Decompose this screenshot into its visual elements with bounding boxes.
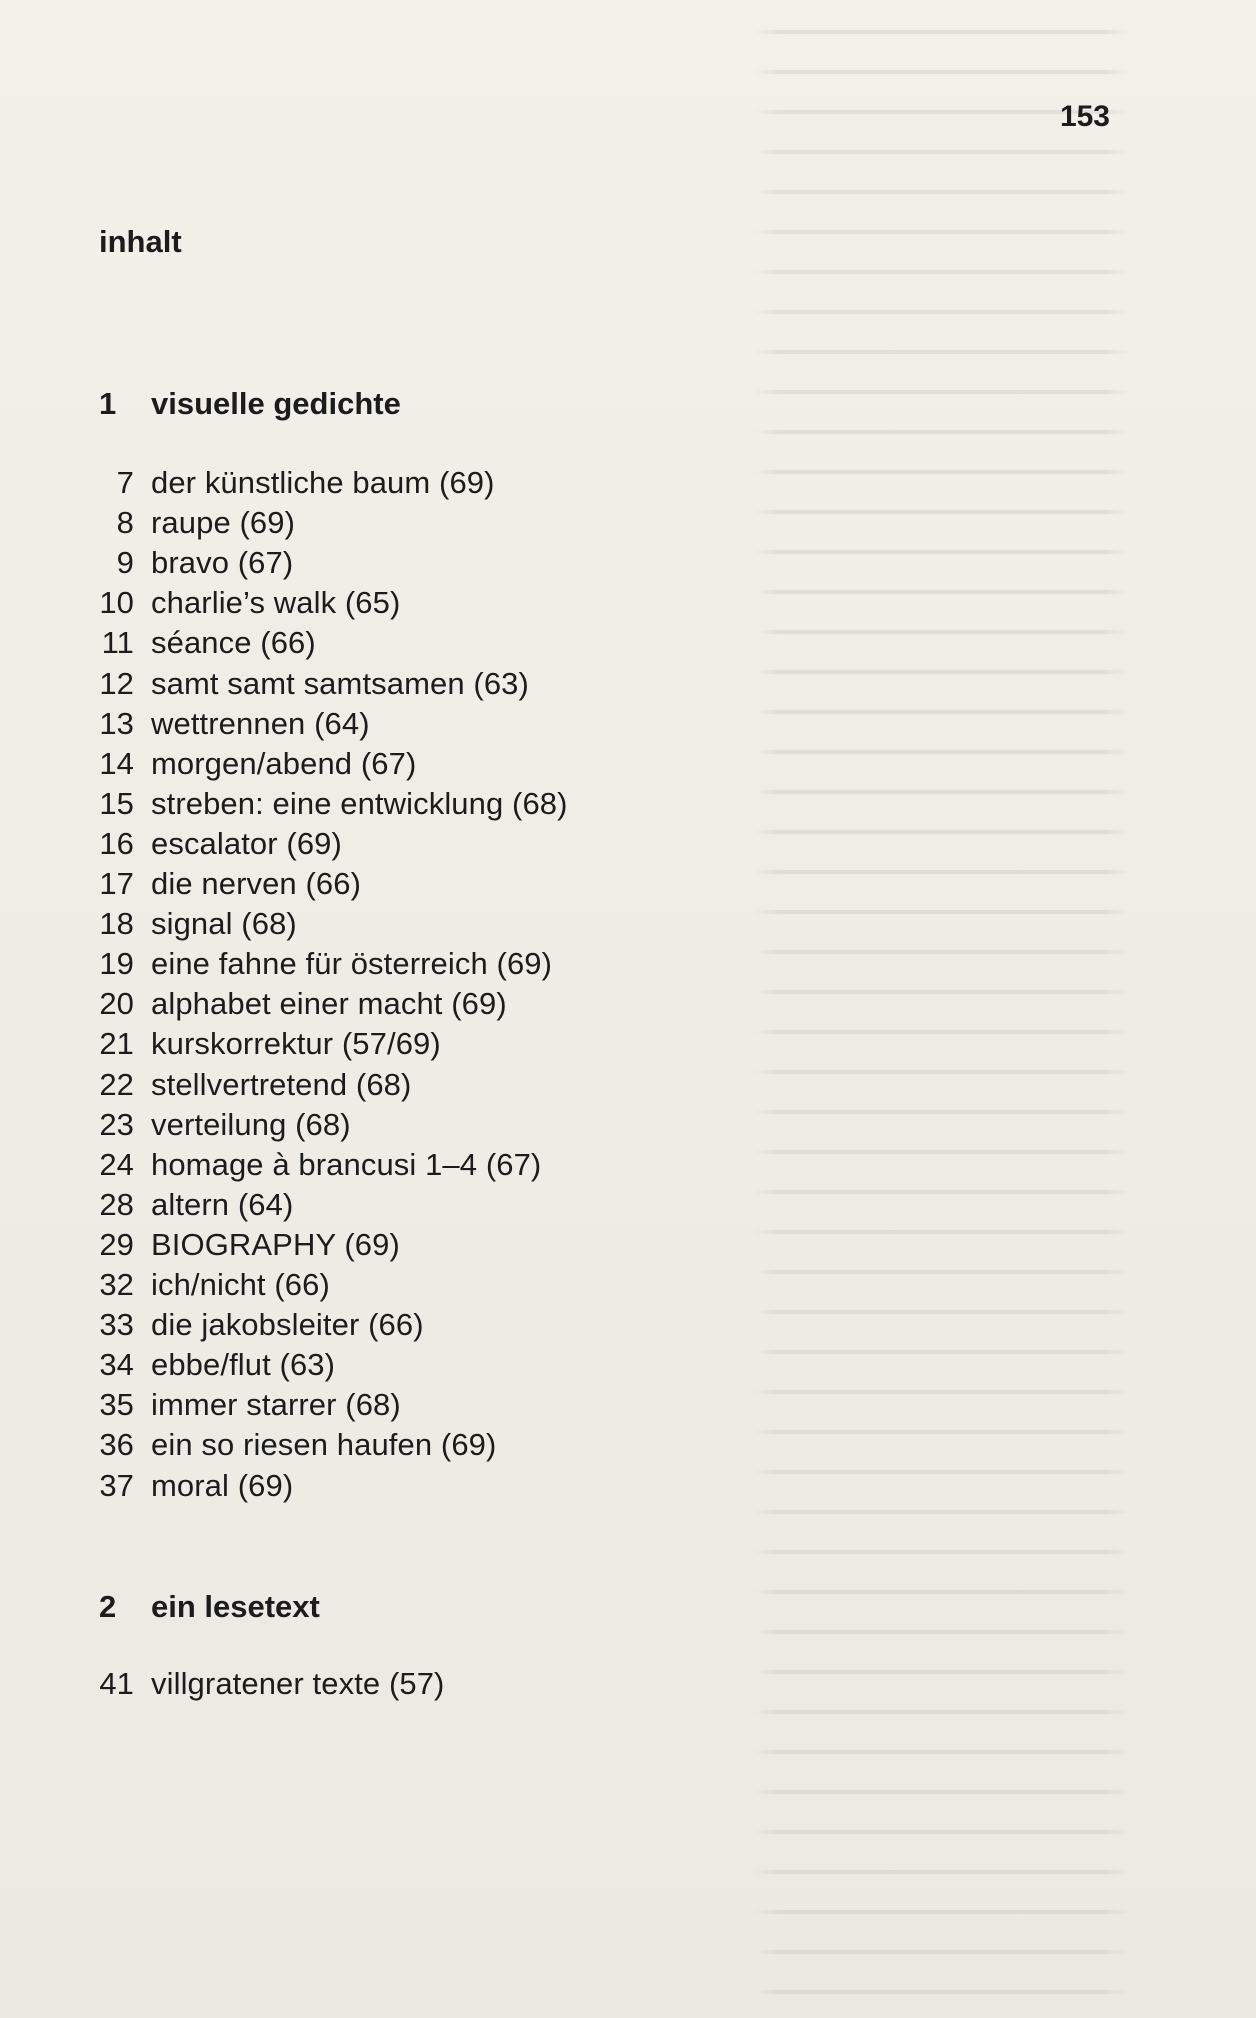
- entry-title: kurskorrektur (57/69): [151, 1026, 441, 1061]
- section-label: visuelle gedichte: [151, 386, 401, 421]
- entry-title: wettrennen (64): [151, 706, 370, 741]
- entry-title: BIOGRAPHY (69): [151, 1227, 400, 1262]
- entry-page-number: 18: [99, 906, 134, 941]
- entry-page-number: 19: [99, 946, 134, 981]
- section-label: ein lesetext: [151, 1589, 320, 1624]
- entry-page-number: 17: [99, 866, 134, 901]
- entry-page-number: 37: [99, 1468, 134, 1503]
- entry-page-number: 33: [99, 1307, 134, 1342]
- entry-title: bravo (67): [151, 545, 294, 580]
- entry-page-number: 41: [99, 1666, 134, 1701]
- entry-title: signal (68): [151, 906, 297, 941]
- entry-title: moral (69): [151, 1468, 294, 1503]
- entry-title: raupe (69): [151, 505, 296, 540]
- entry-page-number: 21: [99, 1026, 134, 1061]
- entry-title: samt samt samtsamen (63): [151, 666, 529, 701]
- entry-page-number: 13: [99, 706, 134, 741]
- entry-page-number: 34: [99, 1347, 134, 1382]
- entry-title: morgen/abend (67): [151, 746, 417, 781]
- toc-title: inhalt: [99, 224, 182, 259]
- entry-page-number: 24: [99, 1147, 134, 1182]
- entry-title: charlie’s walk (65): [151, 585, 401, 620]
- entry-title: homage à brancusi 1–4 (67): [151, 1147, 542, 1182]
- entry-title: streben: eine entwicklung (68): [151, 786, 568, 821]
- section-number: 1: [99, 386, 117, 421]
- entry-page-number: 15: [99, 786, 134, 821]
- entry-page-number: 12: [99, 666, 134, 701]
- page-number: 153: [1059, 100, 1110, 133]
- entry-title: altern (64): [151, 1187, 294, 1222]
- entry-page-number: 35: [99, 1387, 134, 1422]
- section-number: 2: [99, 1589, 117, 1624]
- entry-title: villgratener texte (57): [151, 1666, 445, 1701]
- entry-page-number: 16: [99, 826, 134, 861]
- entry-page-number: 7: [116, 465, 134, 500]
- entry-page-number: 8: [116, 505, 134, 540]
- entry-title: alphabet einer macht (69): [151, 986, 507, 1021]
- entry-title: die nerven (66): [151, 866, 362, 901]
- entry-page-number: 20: [99, 986, 134, 1021]
- entry-page-number: 28: [99, 1187, 134, 1222]
- entry-title: stellvertretend (68): [151, 1067, 412, 1102]
- entry-page-number: 10: [99, 585, 134, 620]
- entry-title: ein so riesen haufen (69): [151, 1427, 497, 1462]
- entry-title: ich/nicht (66): [151, 1267, 330, 1302]
- entry-page-number: 36: [99, 1427, 134, 1462]
- entry-title: escalator (69): [151, 826, 342, 861]
- entry-page-number: 9: [116, 545, 134, 580]
- entry-title: ebbe/flut (63): [151, 1347, 336, 1382]
- entry-title: der künstliche baum (69): [151, 465, 495, 500]
- entry-page-number: 29: [99, 1227, 134, 1262]
- entry-page-number: 23: [99, 1107, 134, 1142]
- entry-title: séance (66): [151, 625, 316, 660]
- entry-title: die jakobsleiter (66): [151, 1307, 424, 1342]
- entry-title: eine fahne für österreich (69): [151, 946, 553, 981]
- entry-page-number: 14: [99, 746, 134, 781]
- entry-title: verteilung (68): [151, 1107, 351, 1142]
- entry-page-number: 22: [99, 1067, 134, 1102]
- entry-page-number: 32: [99, 1267, 134, 1302]
- entry-page-number: 11: [101, 625, 134, 660]
- entry-title: immer starrer (68): [151, 1387, 401, 1422]
